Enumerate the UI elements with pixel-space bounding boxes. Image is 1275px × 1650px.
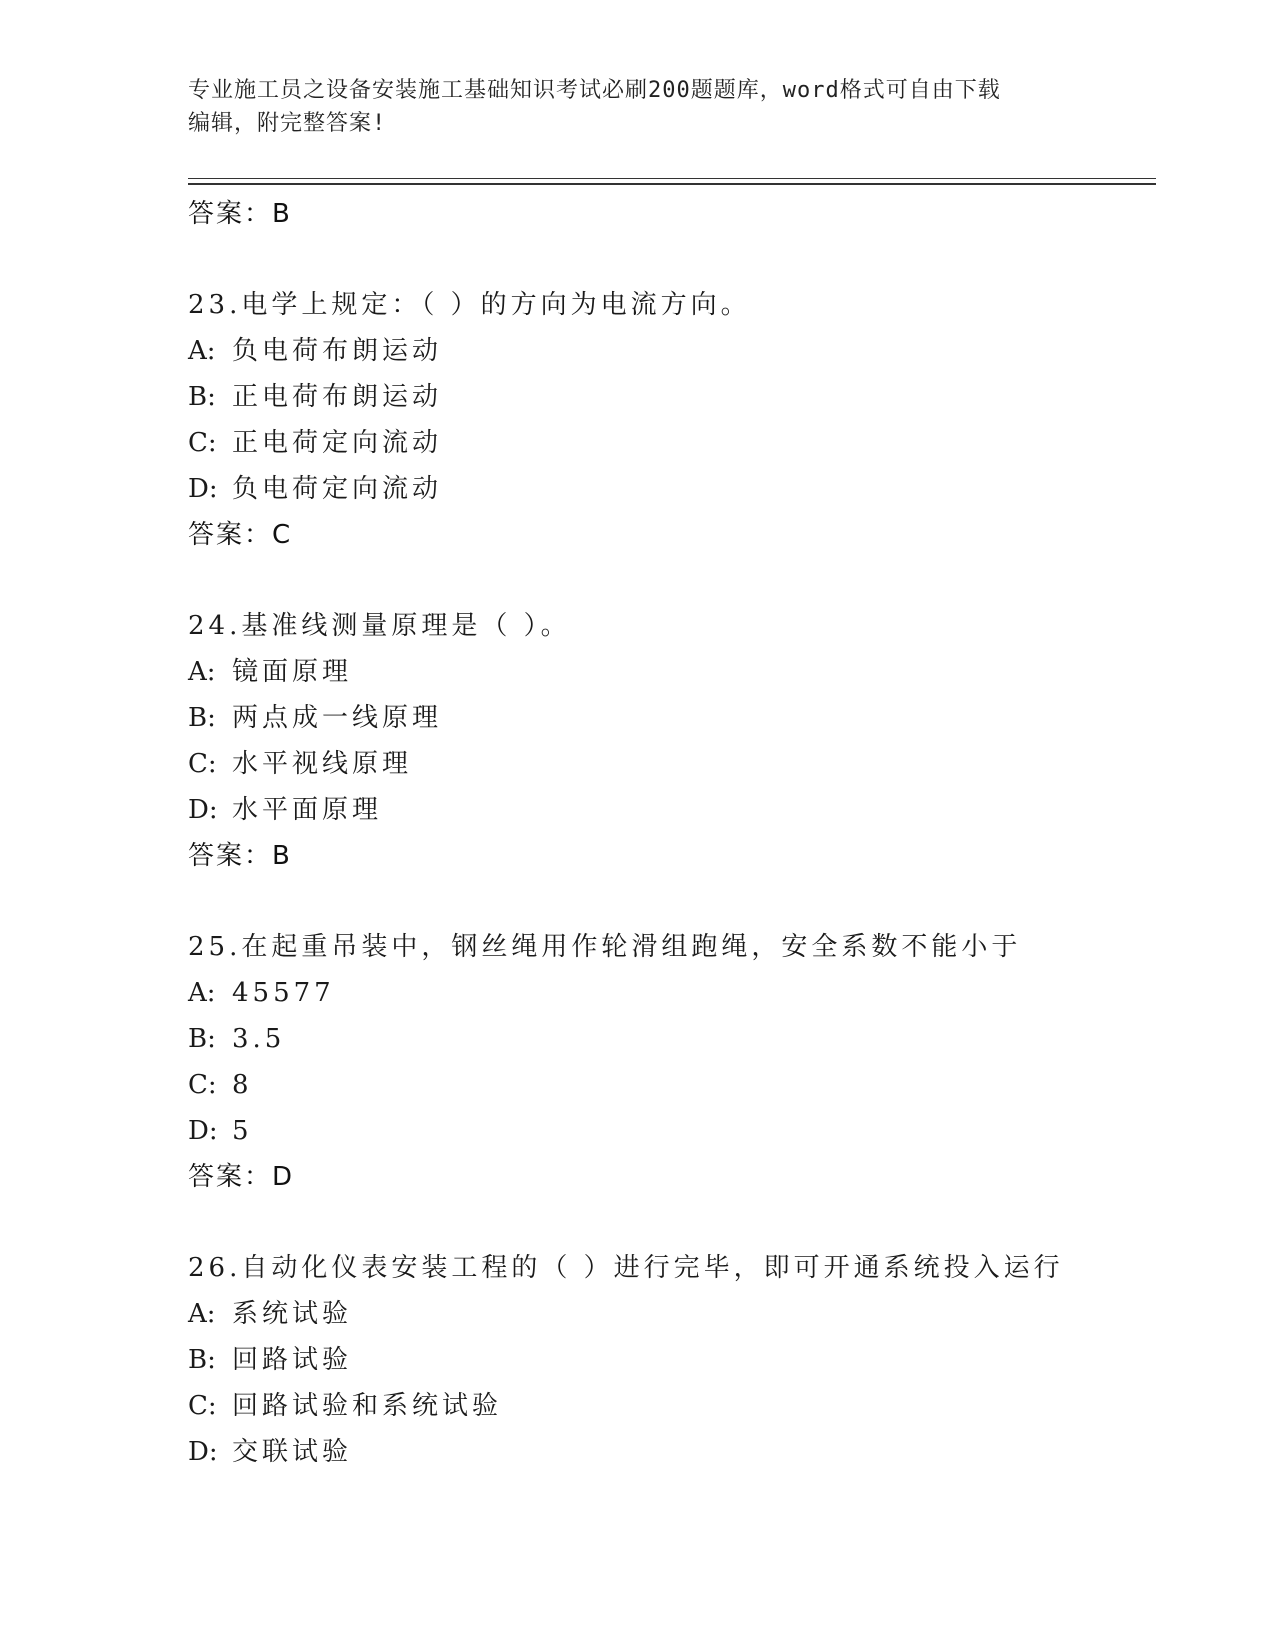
answer: 答案：C [188, 520, 293, 550]
option-text: 回路试验 [232, 1345, 353, 1375]
option-text: 8 [232, 1070, 253, 1100]
option-b [188, 1016, 1148, 1062]
spacer [188, 1200, 1148, 1245]
option-label: B: [188, 382, 216, 412]
option-d [188, 787, 1148, 833]
question-23 [188, 282, 1148, 558]
header-divider-thick [188, 183, 1156, 185]
option-b [188, 374, 1148, 420]
option-d [188, 1108, 1148, 1154]
option-text: 回路试验和系统试验 [232, 1391, 503, 1421]
question-24 [188, 603, 1148, 879]
option-label: B: [188, 1345, 216, 1375]
option-a [188, 970, 1148, 1016]
question-26 [188, 1245, 1148, 1475]
option-d [188, 1429, 1148, 1475]
option-label: A: [188, 657, 216, 687]
option-text: 交联试验 [232, 1437, 353, 1467]
option-text: 系统试验 [232, 1299, 353, 1329]
option-a [188, 649, 1148, 695]
document-header [188, 74, 1088, 140]
option-text: 正电荷布朗运动 [232, 382, 443, 412]
option-text: 水平视线原理 [232, 749, 413, 779]
option-label: A: [188, 978, 216, 1008]
previous-answer: 答案：B [188, 199, 292, 229]
option-label: B: [188, 1024, 216, 1054]
option-text: 水平面原理 [232, 795, 383, 825]
option-text: 5 [232, 1116, 253, 1146]
header-divider-thin [188, 178, 1156, 179]
spacer [188, 558, 1148, 603]
answer: 答案：B [188, 841, 292, 871]
option-text: 45577 [232, 978, 335, 1008]
option-label: C: [188, 749, 217, 779]
option-c [188, 420, 1148, 466]
header-line-1: 专业施工员之设备安装施工基础知识考试必刷200题题库，word格式可自由下载 [188, 78, 1001, 103]
option-text: 两点成一线原理 [232, 703, 443, 733]
option-text: 负电荷布朗运动 [232, 336, 443, 366]
question-25 [188, 924, 1148, 1200]
option-a [188, 328, 1148, 374]
option-label: D: [188, 1437, 218, 1467]
option-label: C: [188, 1391, 217, 1421]
option-label: A: [188, 1299, 216, 1329]
option-c [188, 741, 1148, 787]
option-text: 3.5 [232, 1024, 286, 1054]
question-stem: 23.电学上规定：（ ）的方向为电流方向。 [188, 290, 751, 320]
question-stem: 26.自动化仪表安装工程的（ ）进行完毕，即可开通系统投入运行 [188, 1253, 1064, 1283]
option-text: 镜面原理 [232, 657, 353, 687]
option-b [188, 1337, 1148, 1383]
option-label: D: [188, 795, 218, 825]
option-c [188, 1383, 1148, 1429]
option-label: A: [188, 336, 216, 366]
answer: 答案：D [188, 1162, 295, 1192]
question-stem: 24.基准线测量原理是（ ）。 [188, 611, 571, 641]
option-c [188, 1062, 1148, 1108]
option-label: D: [188, 474, 218, 504]
option-text: 负电荷定向流动 [232, 474, 443, 504]
spacer [188, 237, 1148, 282]
option-b [188, 695, 1148, 741]
option-label: D: [188, 1116, 218, 1146]
option-label: C: [188, 428, 217, 458]
option-label: B: [188, 703, 216, 733]
option-a [188, 1291, 1148, 1337]
question-list [188, 191, 1148, 1475]
header-line-2: 编辑，附完整答案! [188, 111, 387, 136]
question-stem: 25.在起重吊装中，钢丝绳用作轮滑组跑绳，安全系数不能小于 [188, 932, 1022, 962]
option-label: C: [188, 1070, 217, 1100]
option-d [188, 466, 1148, 512]
option-text: 正电荷定向流动 [232, 428, 443, 458]
spacer [188, 879, 1148, 924]
